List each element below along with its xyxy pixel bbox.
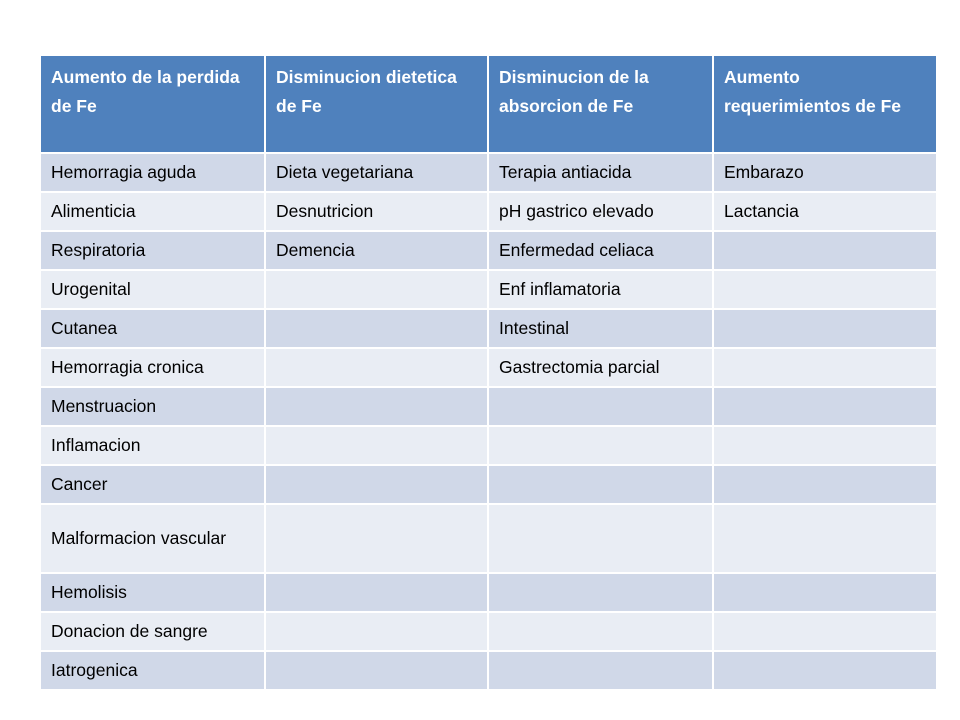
table-row: [40, 651, 937, 690]
table-cell: Urogenital: [40, 270, 265, 309]
table-cell: [265, 651, 488, 690]
table-cell: Desnutricion: [265, 192, 488, 231]
table-cell: Intestinal: [488, 309, 713, 348]
table-cell: [265, 612, 488, 651]
table-cell: [713, 309, 937, 348]
table-cell: [488, 651, 713, 690]
table-cell: Terapia antiacida: [488, 153, 713, 192]
table-cell: [488, 612, 713, 651]
table-cell: [488, 426, 713, 465]
table-cell: [713, 231, 937, 270]
table-row: [40, 387, 937, 426]
table-cell: Enf inflamatoria: [488, 270, 713, 309]
table-row: [40, 309, 937, 348]
table-cell: Cutanea: [40, 309, 265, 348]
table-cell: [713, 612, 937, 651]
table-row: [40, 573, 937, 612]
table-row: [40, 270, 937, 309]
table-cell: Iatrogenica: [40, 651, 265, 690]
table-cell: [488, 465, 713, 504]
table-cell: [488, 387, 713, 426]
table-cell: [713, 465, 937, 504]
table-cell: Menstruacion: [40, 387, 265, 426]
table-cell: Malformacion vascular: [40, 504, 265, 573]
table-cell: [488, 573, 713, 612]
table-cell: Alimenticia: [40, 192, 265, 231]
table-row: [40, 504, 937, 573]
table-cell: [265, 387, 488, 426]
table-cell: [265, 573, 488, 612]
table-row: [40, 426, 937, 465]
iron-deficiency-causes-table-wrapper: [39, 54, 936, 691]
table-row: [40, 612, 937, 651]
table-cell: Hemorragia cronica: [40, 348, 265, 387]
table-cell: [265, 504, 488, 573]
table-cell: Respiratoria: [40, 231, 265, 270]
table-cell: [488, 504, 713, 573]
table-cell: [713, 651, 937, 690]
table-cell: Hemorragia aguda: [40, 153, 265, 192]
header-cell-dietary-decrease: Disminucion dietetica de Fe: [265, 55, 488, 153]
table-cell: Cancer: [40, 465, 265, 504]
table-cell: Demencia: [265, 231, 488, 270]
table-cell: Enfermedad celiaca: [488, 231, 713, 270]
table-row: [40, 465, 937, 504]
table-cell: Dieta vegetariana: [265, 153, 488, 192]
table-cell: [265, 426, 488, 465]
table-cell: [713, 348, 937, 387]
table-cell: [713, 504, 937, 573]
table-cell: [713, 387, 937, 426]
table-cell: Inflamacion: [40, 426, 265, 465]
header-cell-increased-requirements: Aumento requerimientos de Fe: [713, 55, 937, 153]
header-cell-absorption-decrease: Disminucion de la absorcion de Fe: [488, 55, 713, 153]
table-row: [40, 153, 937, 192]
table-cell: [713, 573, 937, 612]
iron-deficiency-causes-table: [39, 54, 938, 691]
table-cell: Gastrectomia parcial: [488, 348, 713, 387]
table-cell: Hemolisis: [40, 573, 265, 612]
table-row: [40, 192, 937, 231]
table-cell: [713, 270, 937, 309]
table-cell: [265, 309, 488, 348]
table-header-row: [40, 55, 937, 153]
table-cell: [265, 465, 488, 504]
table-row: [40, 231, 937, 270]
table-cell: [265, 348, 488, 387]
table-cell: Donacion de sangre: [40, 612, 265, 651]
table-cell: Embarazo: [713, 153, 937, 192]
table-cell: Lactancia: [713, 192, 937, 231]
table-cell: [265, 270, 488, 309]
table-cell: [713, 426, 937, 465]
table-row: [40, 348, 937, 387]
table-cell: pH gastrico elevado: [488, 192, 713, 231]
header-cell-increased-loss: Aumento de la perdida de Fe: [40, 55, 265, 153]
